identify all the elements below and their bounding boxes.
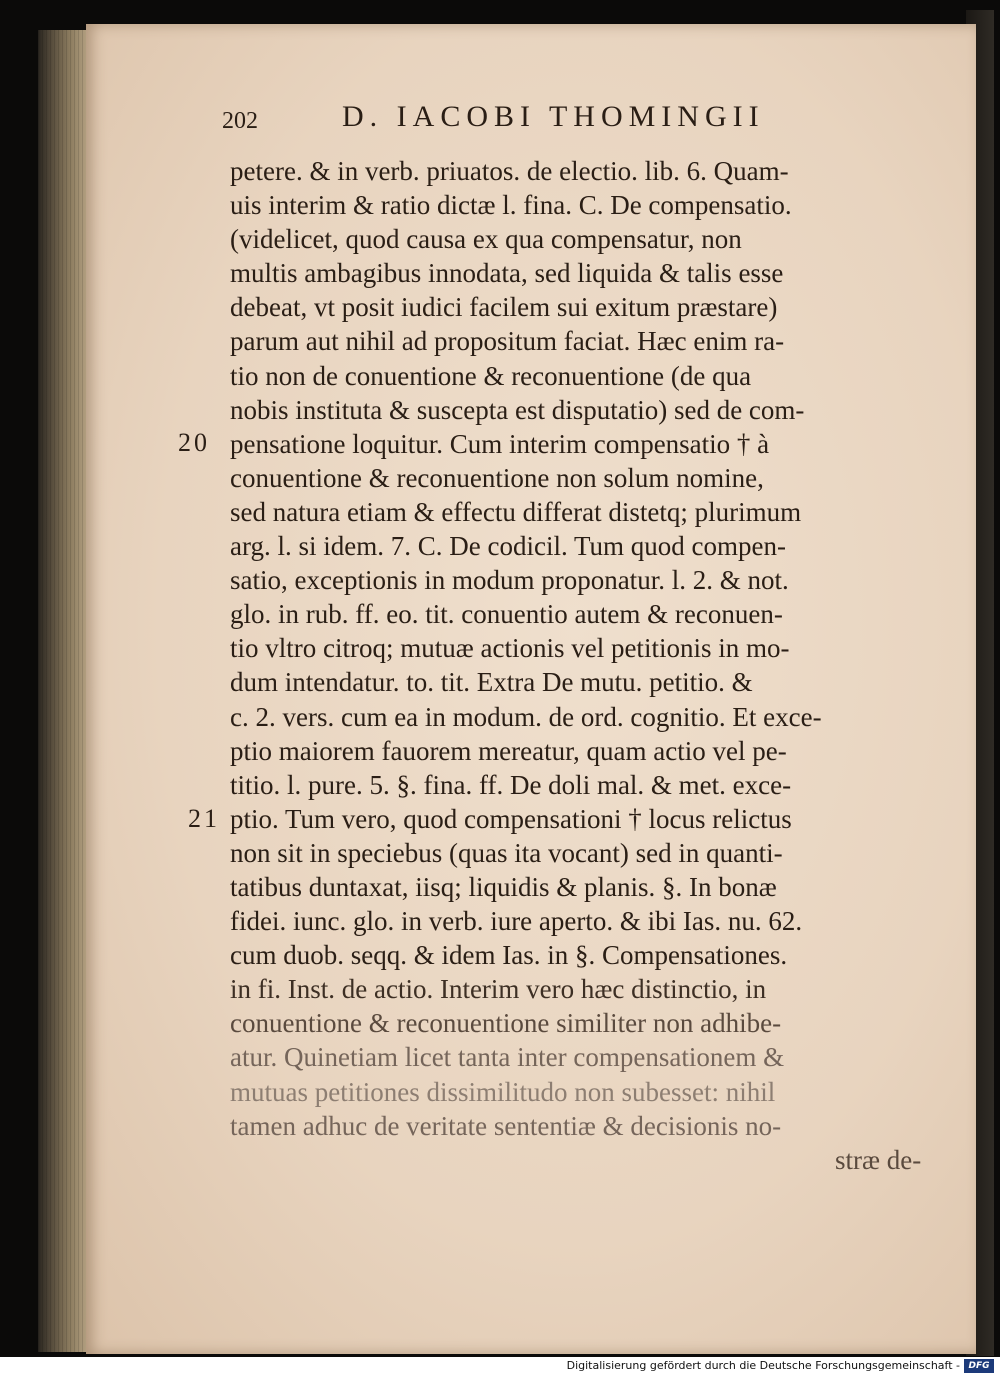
text-line: nobis instituta & suscepta est disputatio) sed de com- <box>230 394 805 425</box>
dfg-logo: DFG <box>964 1359 994 1373</box>
footer-bar <box>0 1357 1000 1376</box>
margin-number: 21 <box>188 804 220 833</box>
text-line: fidei. iunc. glo. in verb. iure aperto. & ibi Ias. nu. 62. <box>230 906 803 937</box>
text-line: parum aut nihil ad propositum faciat. Hæc enim ra- <box>230 326 785 357</box>
text-line: tio vltro citroq; mutuæ actionis vel petitionis in mo- <box>230 633 790 664</box>
margin-number: 20 <box>178 428 210 457</box>
text-line: titio. l. pure. 5. §. fina. ff. De doli mal. & met. exce- <box>230 769 792 800</box>
text-line: satio, exceptionis in modum proponatur. l. 2. & not. <box>230 565 789 596</box>
text-line: conuentione & reconuentione similiter non adhibe- <box>230 1008 782 1039</box>
running-title: D. IACOBI THOMINGII <box>342 100 765 133</box>
page-header <box>222 100 902 140</box>
text-line: tio non de conuentione & reconuentione (de qua <box>230 360 752 391</box>
text-line: atur. Quinetiam licet tanta inter compensationem & <box>230 1042 785 1073</box>
text-line: dum intendatur. to. tit. Extra De mutu. petitio. & <box>230 667 753 698</box>
text-line: debeat, vt posit iudici facilem sui exitum præstare) <box>230 292 778 323</box>
text-line: uis interim & ratio dictæ l. fina. C. De compensatio. <box>230 190 792 221</box>
text-line: cum duob. seqq. & idem Ias. in §. Compensationes. <box>230 940 788 971</box>
footer-credit: Digitalisierung gefördert durch die Deutsche Forschungsgemeinschaft - <box>566 1359 960 1372</box>
text-line: in fi. Inst. de actio. Interim vero hæc distinctio, in <box>230 974 767 1005</box>
text-line: ptio maiorem fauorem mereatur, quam actio vel pe- <box>230 735 787 766</box>
text-line: pensatione loquitur. Cum interim compensatio † à <box>230 428 770 459</box>
text-line: non sit in speciebus (quas ita vocant) sed in quanti- <box>230 837 783 868</box>
text-line: tamen adhuc de veritate sententiæ & decisionis no- <box>230 1110 782 1141</box>
body-text <box>230 154 950 1177</box>
catchword: stræ de- <box>835 1144 922 1175</box>
page-number: 202 <box>222 108 258 134</box>
text-line: conuentione & reconuentione non solum nomine, <box>230 462 764 493</box>
text-line: c. 2. vers. cum ea in modum. de ord. cognitio. Et exce- <box>230 701 822 732</box>
text-line: (videlicet, quod causa ex qua compensatur, non <box>230 224 742 255</box>
text-line: sed natura etiam & effectu differat distetq; plurimum <box>230 496 802 527</box>
text-line: tatibus duntaxat, iisq; liquidis & planis. §. In bonæ <box>230 871 777 902</box>
text-line: glo. in rub. ff. eo. tit. conuentio autem & reconuen- <box>230 599 783 630</box>
text-line: arg. l. si idem. 7. C. De codicil. Tum quod compen- <box>230 531 786 562</box>
book-page-edge-lines <box>38 30 90 1352</box>
text-line: petere. & in verb. priuatos. de electio. lib. 6. Quam- <box>230 156 789 186</box>
text-line: multis ambagibus innodata, sed liquida & talis esse <box>230 258 784 289</box>
text-line: ptio. Tum vero, quod compensationi † locus relictus <box>230 803 792 834</box>
text-line: mutuas petitiones dissimilitudo non subesset: nihil <box>230 1076 776 1107</box>
